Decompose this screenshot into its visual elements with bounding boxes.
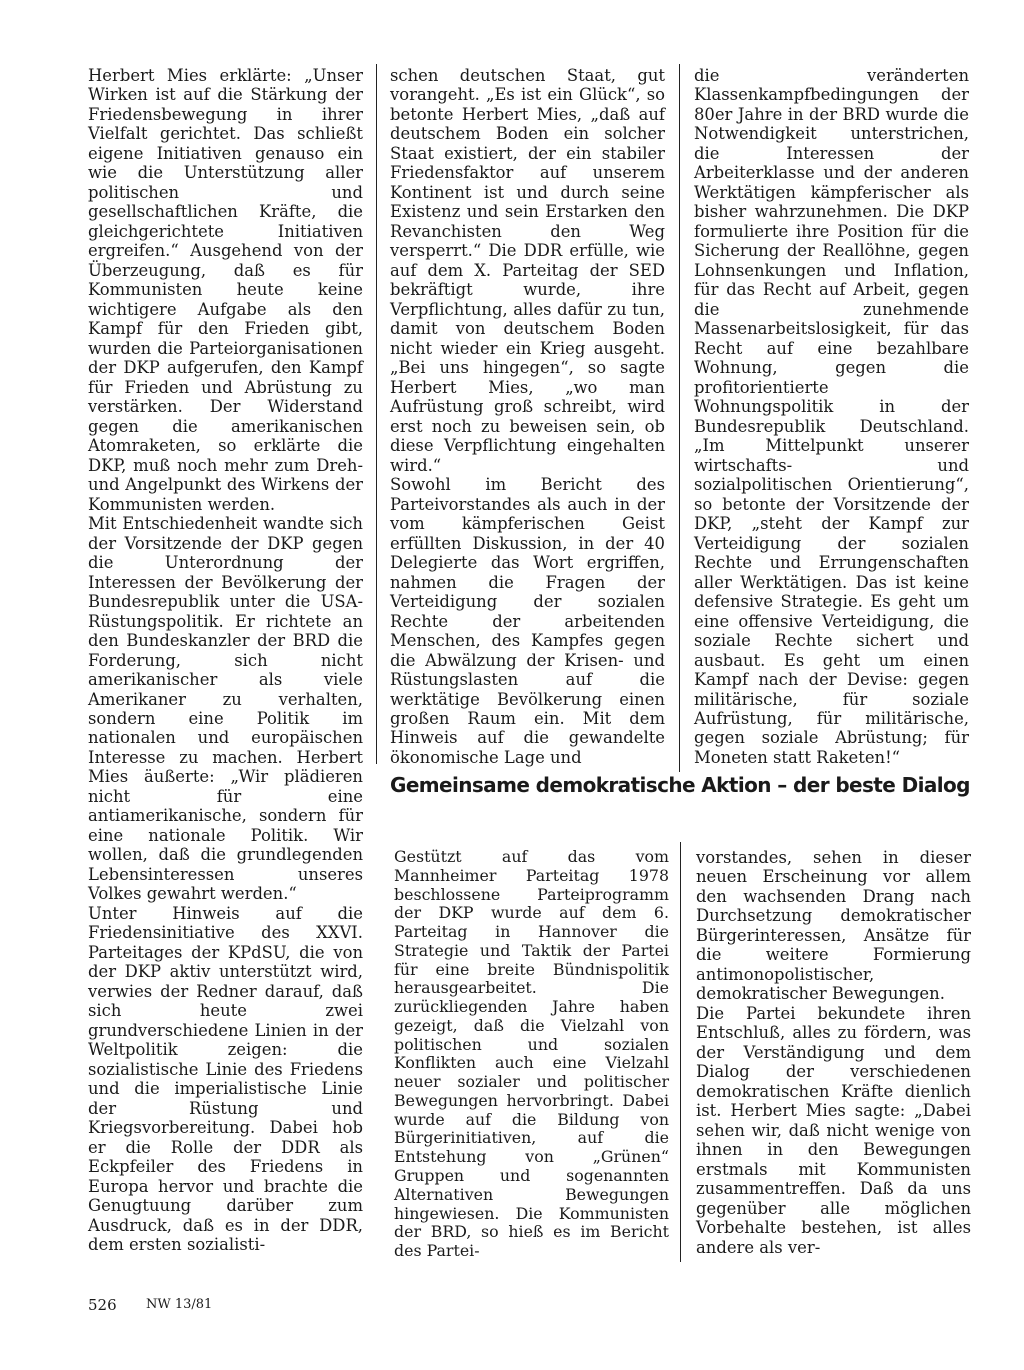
paragraph: Sowohl im Bericht des Parteivorstandes als auch in der vom kämpferischen Geist erfüllten Diskussion, in der 40 Delegierte das Wort ergriffen, nahmen die Fragen der Verteidigung der sozialen Rechte der arbeitenden Menschen, des Kampfes gegen die Abwälzung der Krisen- und Rüstungslasten auf die werktätige Bevölkerung einen großen Raum ein. Mit dem Hinweis auf die gewandelte ökonomische Lage und [390,475,665,767]
issue-label: NW 13/81 [146,1297,213,1312]
column-rule [679,64,680,772]
page-number: 526 [88,1296,117,1314]
column-4 [394,848,669,1261]
column-3 [694,66,969,767]
paragraph: Unter Hinweis auf die Friedensinitiative des XXVI. Parteitages der KPdSU, die von der DKP aktiv unterstützt wird, verwies der Redner darauf, daß sich heute zwei grundverschiedene Linien in der Weltpolitik zeigen: die sozialistische Linie des Friedens und die imperialistische Linie der Rüstung und Kriegsvorbereitung. Dabei hob er die Rolle der DDR als Eckpfeiler des Friedens in Europa hervor und brachte die Genugtuung darüber zum Ausdruck, daß es in der DDR, dem ersten sozialisti- [88,903,363,1255]
column-rule [680,842,681,1262]
column-5 [696,848,971,1257]
column-rule [376,64,377,764]
paragraph: schen deutschen Staat, gut vorangeht. „Es ist ein Glück“, so betonte Herbert Mies, „daß auf deutschem Boden ein solcher Staat existiert, der ein stabiler Friedensfaktor auf unserem Kontinent ist und durch seine Existenz und sein Erstarken den Revanchisten den Weg versperrt.“ Die DDR erfülle, wie auf dem X. Parteitag der SED bekräftigt wurde, ihre Verpflichtung, alles dafür zu tun, damit von deutschem Boden nicht wieder ein Krieg ausgeht. „Bei uns hingegen“, so sagte Herbert Mies, „wo man Aufrüstung groß schreibt, wird erst noch zu beweisen sein, ob diese Verpflichtung eingehalten wird.“ [390,66,665,475]
paragraph: Mit Entschiedenheit wandte sich der Vorsitzende der DKP gegen die Unterordnung der Interessen der Bevölkerung der Bundesrepublik unter die USA-Rüstungspolitik. Er richtete an den Bundeskanzler der BRD die Forderung, sich nicht amerikanischer als viele Amerikaner zu verhalten, sondern eine Politik im nationalen und europäischen Interesse zu machen. Herbert Mies äußerte: „Wir plädieren nicht für eine antiamerikanische, sondern für eine nationale Politik. Wir wollen, daß die grundlegenden Lebensinteressen unseres Volkes gewahrt werden.“ [88,514,363,904]
paragraph: Herbert Mies erklärte: „Unser Wirken ist auf die Stärkung der Friedensbewegung in ihrer Vielfalt gerichtet. Das schließt eigene Initiativen genauso ein wie die Unterstützung aller politischen und gesellschaftlichen Kräfte, die gleichgerichtete Initiativen ergreifen.“ Ausgehend von der Überzeugung, daß es für Kommunisten heute keine wichtigere Aufgabe als den Kampf für den Frieden gibt, wurden die Parteiorganisationen der DKP aufgerufen, den Kampf für Frieden und Abrüstung zu verstärken. Der Widerstand gegen die amerikanischen Atomraketen, so erklärte die DKP, muß noch mehr zum Dreh- und Angelpunkt des Wirkens der Kommunisten werden. [88,66,363,514]
paragraph: Gestützt auf das vom Mannheimer Parteitag 1978 beschlossene Parteiprogramm der DKP wurde auf dem 6. Parteitag in Hannover die Strategie und Taktik der Partei für eine breite Bündnispolitik herausgearbeitet. Die zurückliegenden Jahre haben gezeigt, daß die Vielzahl von politischen und sozialen Konflikten auch eine Vielzahl neuer sozialer und politischer Bewegungen hervorbringt. Dabei wurde auf die Bildung von Bürgerinitiativen, auf die Entstehung von „Grünen“ Gruppen und sogenannten Alternativen Bewegungen hingewiesen. Die Kommunisten der BRD, so hieß es im Bericht des Partei- [394,847,669,1261]
column-1 [88,66,363,1255]
column-2 [390,66,665,767]
paragraph: Die Partei bekundete ihren Entschluß, alles zu fördern, was der Verständigung und dem Dialog der verschiedenen demokratischen Kräfte dienlich ist. Herbert Mies sagte: „Dabei sehen wir, daß nicht wenige von ihnen in den Bewegungen erstmals mit Kommunisten zusammentreffen. Daß da uns gegenüber alle möglichen Vorbehalte bestehen, ist alles andere als ver- [696,1003,971,1257]
paragraph: die veränderten Klassenkampfbedingungen der 80er Jahre in der BRD wurde die Notwendigkeit unterstrichen, die Interessen der Arbeiterklasse und der anderen Werktätigen kämpferischer als bisher wahrzunehmen. Die DKP formulierte ihre Position für die Sicherung der Reallöhne, gegen Lohnsenkungen und Inflation, für das Recht auf Arbeit, gegen die zunehmende Massenarbeitslosigkeit, für das Recht auf eine bezahlbare Wohnung, gegen die profitorientierte Wohnungspolitik in der Bundesrepublik Deutschland. „Im Mittelpunkt unserer wirtschafts- und sozialpolitischen Orientierung“, so betonte der Vorsitzende der DKP, „steht der Kampf zur Verteidigung der sozialen Rechte und Errungenschaften aller Werktätigen. Das ist keine defensive Strategie. Es geht um eine offensive Verteidigung, die soziale Rechte sichert und ausbaut. Es geht um einen Kampf nach der Devise: gegen militärische, für soziale Aufrüstung, für militärische, gegen soziale Abrüstung; für Moneten statt Raketen!“ [694,66,969,767]
paragraph: vorstandes, sehen in dieser neuen Erscheinung vor allem den wachsenden Drang nach Durchsetzung demokratischer Bürgerinteressen, Ansätze für die weitere Formierung antimonopolistischer, demokratischer Bewegungen. [696,848,971,1004]
section-heading: Gemeinsame demokratische Aktion – der beste Dialog [390,773,970,797]
